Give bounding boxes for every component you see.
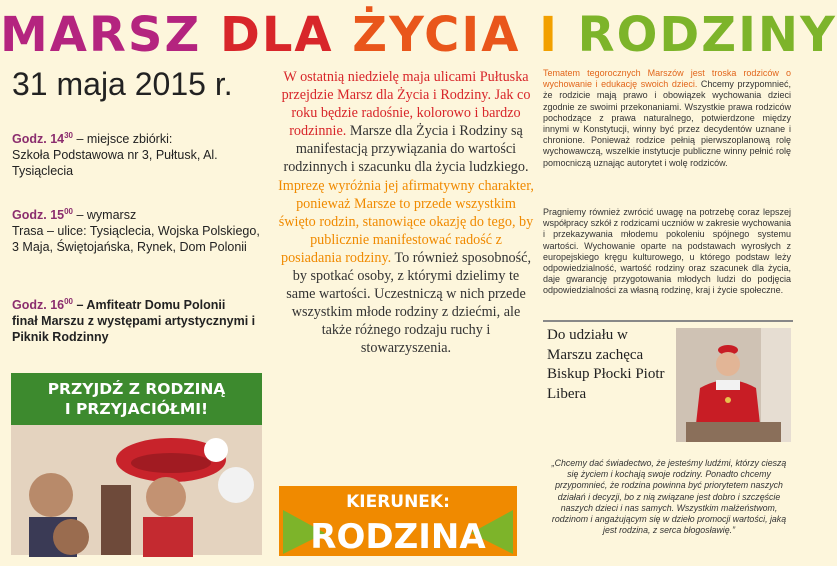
right-paragraph-2: Pragniemy również zwrócić uwagę na potrzebę coraz lepszej współpracy szkół z rodzicami uczniów w zakresie wychowania i przekazywania młodemu pokoleniu spójnego systemu wartości. Wychowanie oparte na podstawach wyrosłych z europejskiego kręgu kulturowego, u którego podstaw leży odpowiedzialność, wartość rodziny oraz szacunek dla życia, daje gwarancję przygotowania młodych ludzi do podjęcia odpowiedzialności za własną rodzinę, kraj i życie społeczne. [543, 207, 791, 296]
schedule-text: – wymarsz [73, 208, 137, 223]
schedule-item-finale [12, 294, 267, 345]
divider [543, 320, 793, 322]
title-word-4: I [539, 7, 559, 63]
schedule-text: – miejsce zbiórki: [73, 132, 173, 147]
schedule-details: Trasa – ulice: Tysiąclecia, Wojska Polskiego, 3 Maja, Świętojańska, Rynek, Dom Polonii [12, 224, 260, 255]
invite-banner [11, 373, 262, 425]
time-label: Godz. 15 [12, 208, 65, 223]
bishop-quote: „Chcemy dać świadectwo, że jesteśmy ludźmi, którzy cieszą się życiem i kochają swoje rodziny. Ponadto chcemy przypomnieć, że rodzina powinna być priorytetem naszych działań i decyzji, bo z nią związane jest dobro i szczęście naszych dzieci i nas samych. Wszystkim małżeństwom, rodzinom i angażującym się w dzieło promocji wartości, jaką jest rodzina, z serca błogosławię.” [551, 458, 787, 536]
kierunek-value: RODZINA [310, 517, 486, 557]
right-intro-text [543, 68, 791, 169]
time-label: Godz. 14 [12, 132, 65, 147]
body-text-1: Marsze dla Życia i Rodziny są manifestacją przywiązania do wartości rodzinnych i szacunku dla życia ludzkiego. [283, 123, 529, 176]
title-word-1: MARSZ [0, 7, 202, 63]
title-word-3: ŻYCIA [352, 7, 521, 63]
poster-title [0, 6, 837, 64]
time-sup: 30 [64, 131, 73, 140]
event-date: 31 maja 2015 r. [12, 66, 233, 102]
intro-rest: Chcemy przypomnieć, że rodzicie mają prawo i obowiązek wychowania dzieci zgodnie ze swoimi przekonaniami. Wszystkie prawa rodziców pochodzące z prawa naturalnego, potwierdzone między innymi w Konstytucji, winny być przez decydentów uznane i chronione. Ponieważ rodzice pełnią pierwszoplanową rolę wychowawczą, wszelkie instytucje publiczne winny pełnić rolę pomocniczą uznając autorytet i wolę rodziców. [543, 79, 792, 168]
kierunek-logo-graphic [279, 486, 517, 556]
bishop-illustration [676, 328, 791, 442]
time-sup: 00 [64, 207, 73, 216]
time-sup: 00 [64, 297, 73, 306]
bishop-photo [676, 328, 791, 442]
schedule-item-start [12, 204, 267, 255]
kierunek-rodzina-logo [279, 486, 517, 556]
intro-highlight: Tematem tegorocznych Marszów jest troska rodziców o wychowanie i edukację swoich dzieci. [543, 68, 791, 90]
bishop-caption: Do udziału w Marszu zachęca Biskup Płocki Piotr Libera [547, 327, 665, 402]
banner-line-2: I PRZYJACIÓŁMI! [64, 400, 209, 418]
body-text-2: To również sposobność, by spotkać osoby, z którymi dzielimy te same wartości. Uczestniczą w nich przede wszystkim młode rodziny z dziećmi, ale także różnego rodzaju ruchy i stowarzyszenia. [286, 249, 531, 357]
march-photo [11, 425, 262, 555]
title-word-5: RODZINY [577, 7, 837, 63]
intro-text: W ostatnią niedzielę maja ulicami Pułtuska przejdzie Marsz dla Życia i Rodziny. Jak co roku będzie radośnie, kolorowo i bardzo rodzinnie. [281, 69, 531, 140]
march-photo-illustration [11, 425, 262, 555]
schedule-details: Szkoła Podstawowa nr 3, Pułtusk, Al. Tysiąclecia [12, 148, 218, 179]
middle-article [278, 68, 534, 358]
kierunek-label: KIERUNEK: [346, 492, 450, 512]
schedule-text: – Amfiteatr Domu Polonii [73, 298, 226, 313]
title-word-2: DLA [219, 7, 334, 63]
highlight-text: Imprezę wyróżnia jej afirmatywny charakter, ponieważ Marsze to przede wszystkim święto rodzin, stanowiące okazję do tego, by publicznie manifestować radość z posiadania rodziny. [278, 177, 534, 266]
schedule-details: finał Marszu z występami artystycznymi i Piknik Rodzinny [12, 314, 256, 345]
time-label: Godz. 16 [12, 298, 65, 313]
schedule-item-gathering [12, 128, 267, 179]
banner-line-1: PRZYJDŹ Z RODZINĄ [47, 380, 226, 398]
